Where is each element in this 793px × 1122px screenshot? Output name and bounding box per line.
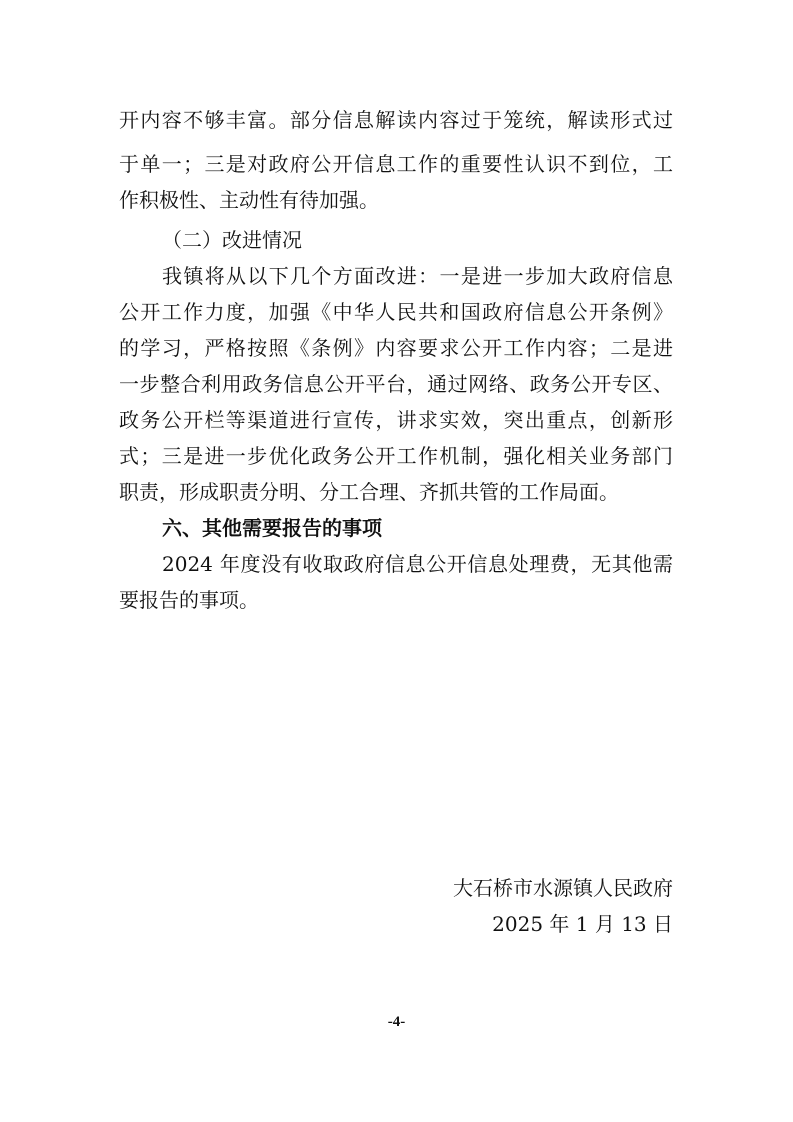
paragraph-line: 我镇将从以下几个方面改进：一是进一步加大政府信息	[162, 264, 673, 288]
paragraph-line: 政务公开栏等渠道进行宣传，讲求实效，突出重点，创新形	[119, 408, 673, 432]
paragraph-line: 的学习，严格按照《条例》内容要求公开工作内容；二是进	[119, 336, 673, 360]
signature-organization: 大石桥市水源镇人民政府	[453, 876, 673, 900]
paragraph-line: 于单一；三是对政府公开信息工作的重要性认识不到位，工	[119, 152, 673, 176]
signature-date: 2025 年 1 月 13 日	[492, 912, 673, 936]
paragraph-line: 开内容不够丰富。部分信息解读内容过于笼统，解读形式过	[119, 108, 673, 132]
section-heading-improvement: （二）改进情况	[162, 228, 302, 252]
paragraph-line: 职责，形成职责分明、分工合理、齐抓共管的工作局面。	[119, 480, 619, 504]
paragraph-line: 一步整合利用政务信息公开平台，通过网络、政务公开专区、	[119, 372, 673, 396]
page-number: -4-	[387, 1014, 406, 1030]
paragraph-line: 要报告的事项。	[119, 588, 259, 612]
paragraph-line: 式；三是进一步优化政务公开工作机制，强化相关业务部门	[119, 444, 673, 468]
paragraph-line: 公开工作力度，加强《中华人民共和国政府信息公开条例》	[119, 300, 673, 324]
paragraph-line: 作积极性、主动性有待加强。	[119, 188, 379, 212]
paragraph-line: 2024 年度没有收取政府信息公开信息处理费，无其他需	[162, 552, 673, 576]
section-heading-other-matters: 六、其他需要报告的事项	[162, 516, 382, 540]
